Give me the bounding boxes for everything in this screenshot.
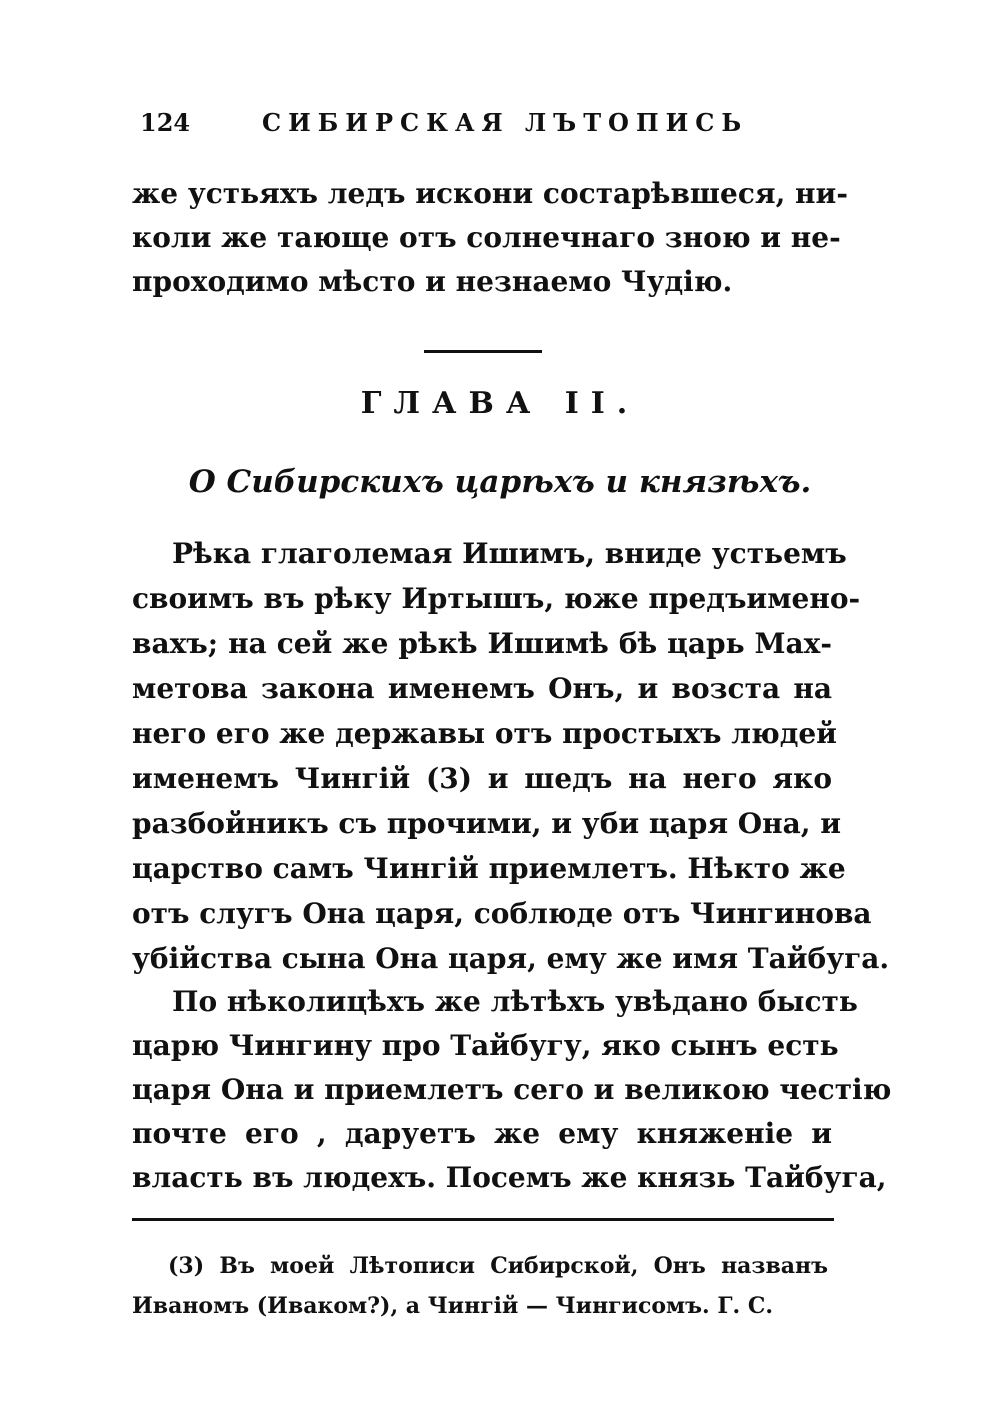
text-line: власть въ людехъ. Посемъ же князь Тайбуга, [132, 1161, 887, 1194]
text-line: метова закона именемъ Онъ, и возста на [132, 672, 832, 705]
footnote-line: (3) Въ моей Лѣтописи Сибирской, Онъ названъ [168, 1253, 828, 1279]
section-divider [424, 350, 542, 353]
text-line: Рѣка глаголемая Ишимъ, вниде устьемъ [172, 537, 847, 570]
text-line: коли же тающе отъ солнечнаго зною и не- [132, 221, 841, 254]
footnote-rule [132, 1218, 834, 1221]
running-head [140, 108, 840, 148]
text-line: проходимо мѣсто и незнаемо Чудію. [132, 265, 733, 298]
text-line: почте его , даруетъ же ему княженіе и [132, 1117, 832, 1150]
text-line: По нѣколицѣхъ же лѣтѣхъ увѣдано бысть [172, 985, 858, 1018]
text-line: него его же державы отъ простыхъ людей [132, 717, 837, 750]
text-line: именемъ Чингій (3) и шедъ на него яко [132, 762, 832, 795]
footnote-line: Иваномъ (Иваком?), а Чингій — Чингисомъ. Г. С. [132, 1293, 774, 1319]
text-line: своимъ въ рѣку Иртышъ, юже предъимено- [132, 582, 861, 615]
running-title: СИБИРСКАЯ ЛЪТОПИСЬ [262, 108, 749, 137]
text-line: царство самъ Чингій приемлетъ. Нѣкто же [132, 852, 846, 885]
text-line: отъ слугъ Она царя, соблюде отъ Чингинова [132, 897, 872, 930]
text-line: царя Она и приемлетъ сего и великою честію [132, 1073, 892, 1106]
chapter-subtitle: О Сибирскихъ царѣхъ и князѣхъ. [188, 464, 812, 500]
text-line: же устьяхъ ледъ искони состарѣвшеся, ни- [132, 177, 848, 210]
text-line: разбойникъ съ прочими, и уби царя Она, и [132, 807, 842, 840]
chapter-title: ГЛАВА II. [360, 386, 640, 421]
text-line: царю Чингину про Тайбугу, яко сынъ есть [132, 1029, 839, 1062]
text-line: убійства сына Она царя, ему же имя Тайбуга. [132, 942, 890, 975]
page-number: 124 [140, 108, 191, 137]
text-line: вахъ; на сей же рѣкѣ Ишимѣ бѣ царь Мах- [132, 627, 832, 660]
